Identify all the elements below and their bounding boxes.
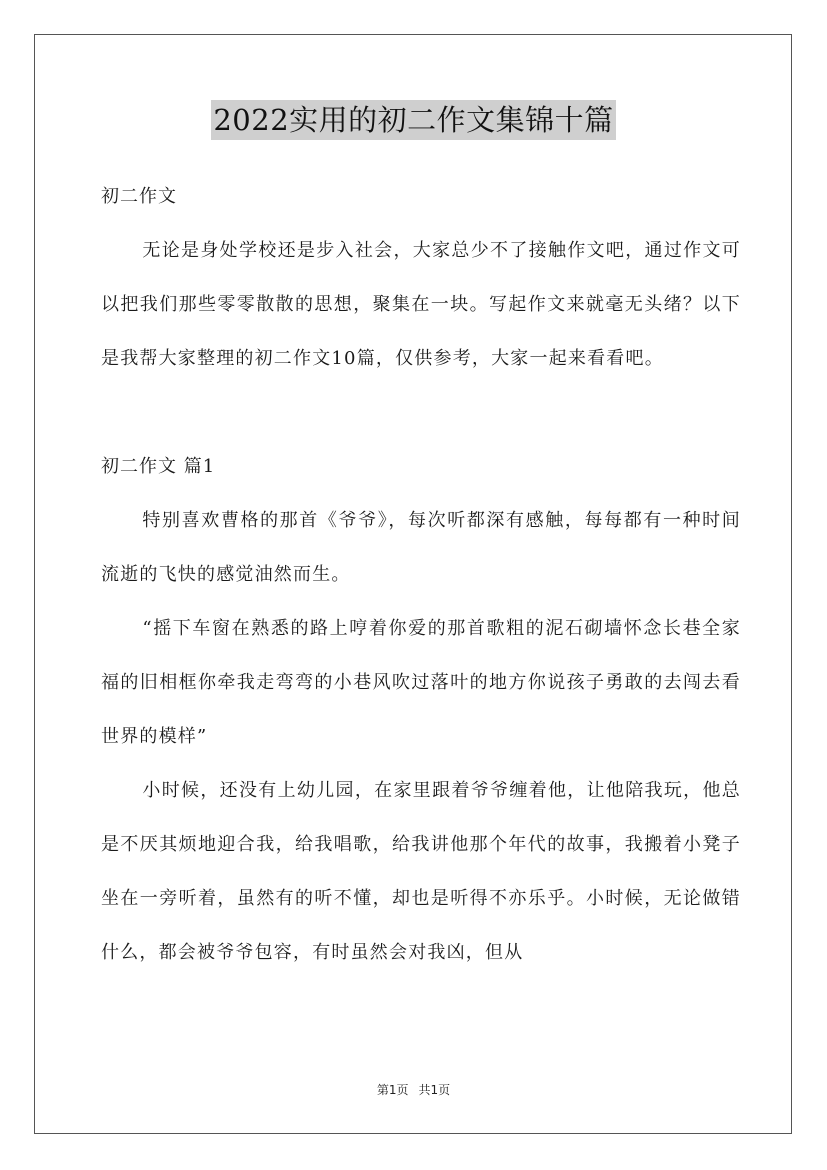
lyrics-paragraph: “摇下车窗在熟悉的路上哼着你爱的那首歌粗的泥石砌墙怀念长巷全家福的旧相框你牵我走弯弯的小巷风吹过落叶的地方你说孩子勇敢的去闯去看世界的模样” (101, 618, 741, 747)
body-paragraph: 特别喜欢曹格的那首《爷爷》，每次听都深有感触，每每都有一种时间流逝的飞快的感觉油然而生。 (101, 510, 741, 585)
category-heading: 初二作文 (101, 186, 177, 207)
body-paragraph: 小时候，还没有上幼儿园，在家里跟着爷爷缠着他，让他陪我玩，他总是不厌其烦地迎合我，给我唱歌，给我讲他那个年代的故事，我搬着小凳子坐在一旁听着，虽然有的听不懂，却也是听得不亦乐乎。小时候，无论做错什么，都会被爷爷包容，有时虽然会对我凶，但从 (101, 780, 741, 963)
document-body (101, 170, 741, 980)
title-container (0, 100, 827, 140)
section-heading: 初二作文 篇1 (101, 456, 216, 477)
section-gap (101, 386, 741, 440)
page-number: 第1页 (376, 1083, 409, 1097)
intro-paragraph: 无论是身处学校还是步入社会，大家总少不了接触作文吧，通过作文可以把我们那些零零散散的思想，聚集在一块。写起作文来就毫无头绪？以下是我帮大家整理的初二作文10篇，仅供参考，大家一起来看看吧。 (101, 240, 741, 369)
page-total: 共1页 (418, 1083, 451, 1097)
document-title: 2022实用的初二作文集锦十篇 (211, 100, 615, 140)
page-footer (0, 1082, 827, 1098)
